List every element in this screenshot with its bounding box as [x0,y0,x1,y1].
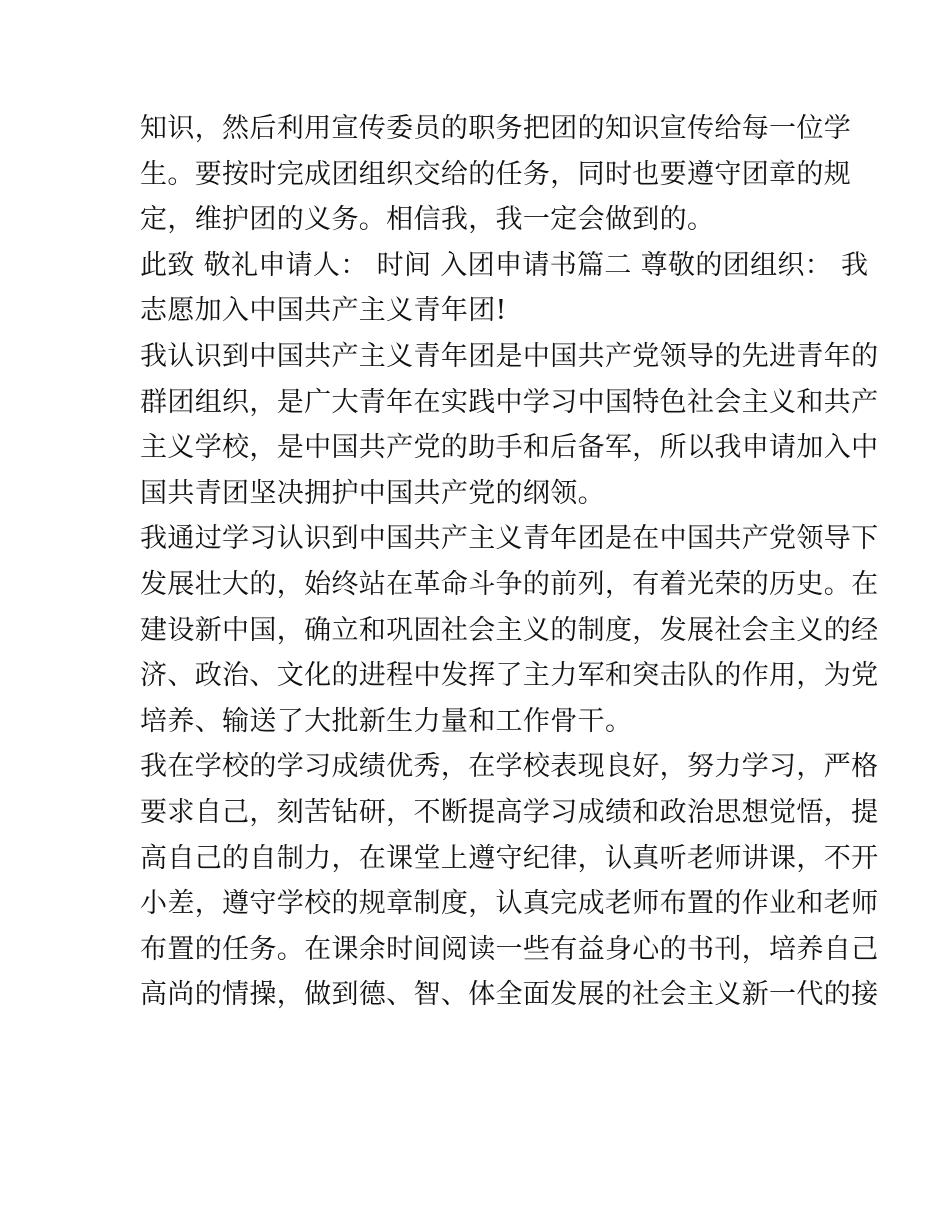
text-line: 主义学校，是中国共产党的助手和后备军，所以我申请加入中 [140,432,879,464]
text-line: 发展壮大的，始终站在革命斗争的前列，有着光荣的历史。在 [140,568,879,600]
text-line: 生。要按时完成团组织交给的任务，同时也要遵守团章的规 [140,158,852,190]
text-line: 济、政治、文化的进程中发挥了主力军和突击队的作用，为党 [140,660,879,692]
text-line: 群团组织，是广大青年在实践中学习中国特色社会主义和共产 [140,386,879,418]
text-line: 我通过学习认识到中国共产主义青年团是在中国共产党领导下 [140,523,879,555]
text-line: 建设新中国，确立和巩固社会主义的制度，发展社会主义的经 [140,614,879,646]
text-line: 要求自己，刻苦钻研，不断提高学习成绩和政治思想觉悟，提 [140,796,879,828]
text-line: 高尚的情操，做到德、智、体全面发展的社会主义新一代的接 [140,979,879,1011]
text-line: 小差，遵守学校的规章制度，认真完成老师布置的作业和老师 [140,888,879,920]
text-line: 国共青团坚决拥护中国共产党的纲领。 [140,477,605,509]
text-line: 我认识到中国共产主义青年团是中国共产党领导的先进青年的 [140,340,879,372]
document-body [140,106,879,1018]
text-line: 定，维护团的义务。相信我，我一定会做到的。 [140,204,715,236]
text-line: 高自己的自制力，在课堂上遵守纪律，认真听老师讲课，不开 [140,842,879,874]
text-line: 知识，然后利用宣传委员的职务把团的知识宣传给每一位学 [140,113,852,144]
text-line: 我在学校的学习成绩优秀，在学校表现良好，努力学习，严格 [140,751,879,783]
text-line: 布置的任务。在课余时间阅读一些有益身心的书刊，培养自己 [140,933,879,965]
text-line: 此致 敬礼申请人： 时间 入团申请书篇二 尊敬的团组织： 我 [140,249,869,281]
text-line: 志愿加入中国共产主义青年团! [140,295,507,327]
text-line: 培养、输送了大批新生力量和工作骨干。 [140,705,633,737]
